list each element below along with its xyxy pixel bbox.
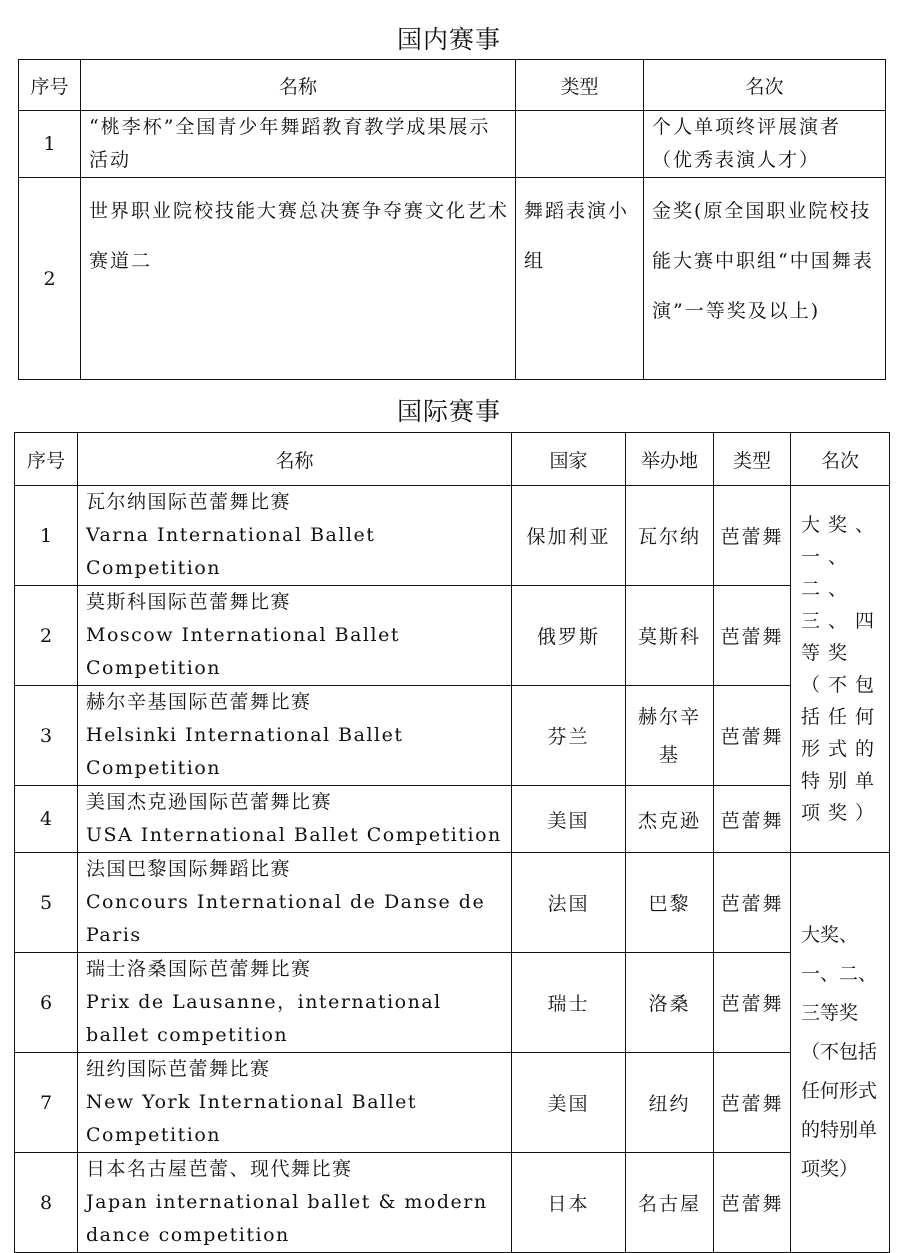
row-country: 日本 bbox=[512, 1153, 626, 1253]
row-type: 舞蹈表演小组 bbox=[516, 178, 644, 380]
row-city: 赫尔辛基 bbox=[626, 686, 714, 786]
row-city: 巴黎 bbox=[626, 853, 714, 953]
header-rank: 名次 bbox=[791, 433, 890, 486]
header-city: 举办地 bbox=[626, 433, 714, 486]
row-country: 保加利亚 bbox=[512, 486, 626, 586]
row-name-cn: 瑞士洛桑国际芭蕾舞比赛 bbox=[86, 958, 312, 980]
header-type: 类型 bbox=[516, 60, 644, 111]
table-row bbox=[15, 786, 890, 853]
row-rank: 金奖(原全国职业院校技能大赛中职组“中国舞表演”一等奖及以上) bbox=[644, 178, 886, 380]
international-title: 国际赛事 bbox=[396, 397, 501, 426]
row-no: 7 bbox=[15, 1053, 78, 1153]
row-country: 美国 bbox=[512, 1053, 626, 1153]
international-header-row bbox=[15, 433, 890, 486]
table-row bbox=[15, 1153, 890, 1253]
row-name bbox=[78, 686, 512, 786]
row-city: 纽约 bbox=[626, 1053, 714, 1153]
row-no: 6 bbox=[15, 953, 78, 1053]
table-row bbox=[19, 111, 886, 178]
row-name-cn: 日本名古屋芭蕾、现代舞比赛 bbox=[86, 1158, 353, 1180]
row-name bbox=[78, 486, 512, 586]
domestic-table bbox=[18, 59, 886, 380]
row-name bbox=[78, 953, 512, 1053]
rank-group-2: 大奖、一、二、三等奖（不包括任何形式的特别单项奖） bbox=[791, 853, 890, 1253]
row-city: 洛桑 bbox=[626, 953, 714, 1053]
header-no: 序号 bbox=[19, 60, 81, 111]
row-name: 世界职业院校技能大赛总决赛争夺赛文化艺术赛道二 bbox=[81, 178, 516, 380]
row-country: 芬兰 bbox=[512, 686, 626, 786]
rank-group-1: 大奖、一、二、三、四等奖（不包括任何形式的特别单项奖） bbox=[791, 486, 890, 853]
row-name-en: Helsinki International Ballet Competition bbox=[86, 724, 404, 779]
row-no: 1 bbox=[15, 486, 78, 586]
table-row bbox=[15, 953, 890, 1053]
row-type: 芭蕾舞 bbox=[714, 853, 791, 953]
header-name: 名称 bbox=[81, 60, 516, 111]
row-no: 5 bbox=[15, 853, 78, 953]
row-no: 2 bbox=[15, 586, 78, 686]
row-no: 4 bbox=[15, 786, 78, 853]
header-no: 序号 bbox=[15, 433, 78, 486]
row-name-cn: 法国巴黎国际舞蹈比赛 bbox=[86, 858, 292, 880]
row-type: 芭蕾舞 bbox=[714, 686, 791, 786]
row-city: 名古屋 bbox=[626, 1153, 714, 1253]
row-name-cn: 瓦尔纳国际芭蕾舞比赛 bbox=[86, 491, 292, 513]
table-row bbox=[15, 686, 890, 786]
row-country: 美国 bbox=[512, 786, 626, 853]
row-no: 8 bbox=[15, 1153, 78, 1253]
row-name-cn: 纽约国际芭蕾舞比赛 bbox=[86, 1058, 271, 1080]
row-type: 芭蕾舞 bbox=[714, 1153, 791, 1253]
row-name bbox=[78, 786, 512, 853]
row-no: 2 bbox=[19, 178, 81, 380]
row-name-en: Varna International Ballet Competition bbox=[86, 524, 376, 579]
row-name-en: USA International Ballet Competition bbox=[86, 824, 502, 846]
row-name-en: Moscow International Ballet Competition bbox=[86, 624, 400, 679]
row-name-en: Japan international ballet & modern dance competition bbox=[86, 1191, 488, 1246]
domestic-header-row bbox=[19, 60, 886, 111]
row-type: 芭蕾舞 bbox=[714, 786, 791, 853]
row-type: 芭蕾舞 bbox=[714, 953, 791, 1053]
row-name bbox=[78, 586, 512, 686]
row-city: 杰克逊 bbox=[626, 786, 714, 853]
table-row bbox=[19, 178, 886, 380]
row-name bbox=[78, 1053, 512, 1153]
row-country: 法国 bbox=[512, 853, 626, 953]
row-type bbox=[516, 111, 644, 178]
row-name bbox=[78, 853, 512, 953]
row-rank: 个人单项终评展演者（优秀表演人才） bbox=[644, 111, 886, 178]
header-name: 名称 bbox=[78, 433, 512, 486]
row-type: 芭蕾舞 bbox=[714, 586, 791, 686]
row-name: “桃李杯”全国青少年舞蹈教育教学成果展示活动 bbox=[81, 111, 516, 178]
table-row bbox=[15, 486, 890, 586]
row-name bbox=[78, 1153, 512, 1253]
row-country: 俄罗斯 bbox=[512, 586, 626, 686]
domestic-title: 国内赛事 bbox=[396, 25, 501, 54]
table-row bbox=[15, 1053, 890, 1153]
row-country: 瑞士 bbox=[512, 953, 626, 1053]
table-row bbox=[15, 586, 890, 686]
row-name-cn: 赫尔辛基国际芭蕾舞比赛 bbox=[86, 691, 312, 713]
row-name-en: Concours International de Danse de Paris bbox=[86, 891, 486, 946]
table-row bbox=[15, 853, 890, 953]
row-city: 瓦尔纳 bbox=[626, 486, 714, 586]
header-country: 国家 bbox=[512, 433, 626, 486]
row-no: 3 bbox=[15, 686, 78, 786]
row-name-cn: 美国杰克逊国际芭蕾舞比赛 bbox=[86, 791, 333, 813]
row-no: 1 bbox=[19, 111, 81, 178]
row-city: 莫斯科 bbox=[626, 586, 714, 686]
header-rank: 名次 bbox=[644, 60, 886, 111]
row-name-en: New York International Ballet Competition bbox=[86, 1091, 418, 1146]
row-name-en: Prix de Lausanne，international ballet competition bbox=[86, 991, 442, 1046]
international-table bbox=[14, 432, 890, 1253]
row-name-cn: 莫斯科国际芭蕾舞比赛 bbox=[86, 591, 292, 613]
header-type: 类型 bbox=[714, 433, 791, 486]
row-type: 芭蕾舞 bbox=[714, 1053, 791, 1153]
row-type: 芭蕾舞 bbox=[714, 486, 791, 586]
